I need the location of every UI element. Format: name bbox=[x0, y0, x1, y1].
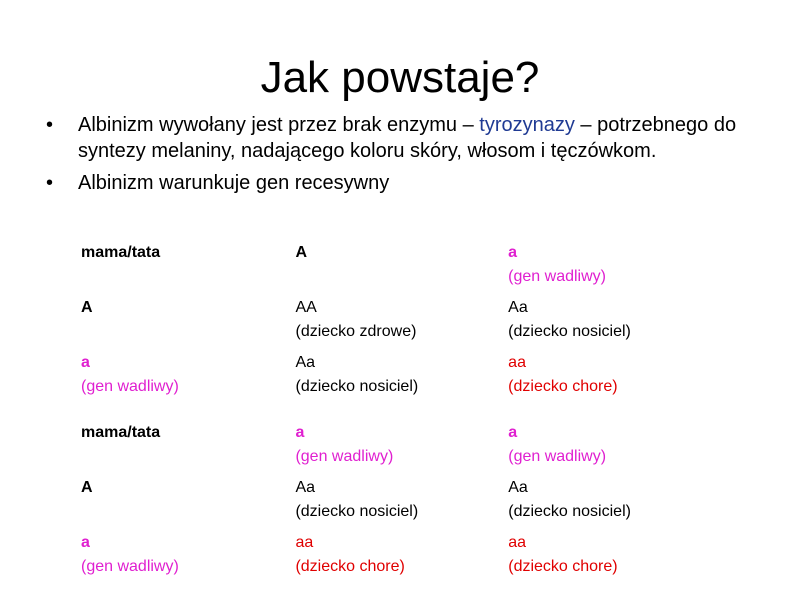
genotype: aa bbox=[508, 534, 527, 551]
table-cell bbox=[74, 296, 289, 351]
genotype-note: (dziecko nosiciel) bbox=[508, 503, 631, 520]
allele-note: (gen wadliwy) bbox=[508, 448, 607, 465]
bullet-icon: • bbox=[46, 172, 54, 194]
genotype: aa bbox=[508, 354, 526, 371]
table-row bbox=[74, 531, 724, 586]
allele-note: (gen wadliwy) bbox=[81, 378, 179, 395]
table-row bbox=[74, 296, 724, 351]
table-cell bbox=[74, 531, 288, 586]
genotype: Aa bbox=[508, 479, 528, 496]
table-row bbox=[74, 351, 724, 406]
allele-label: a bbox=[81, 354, 90, 371]
table-cell bbox=[289, 351, 502, 406]
bullet-item-recessive bbox=[46, 170, 766, 196]
punnett-table-2 bbox=[74, 421, 724, 586]
table-cell bbox=[74, 476, 288, 531]
table-cell bbox=[289, 296, 502, 351]
header-label: mama/tata bbox=[81, 424, 161, 441]
allele-label: A bbox=[295, 244, 308, 261]
genotype: aa bbox=[295, 534, 314, 551]
genotype: Aa bbox=[508, 299, 528, 316]
punnett-table-1 bbox=[74, 241, 724, 406]
genotype: Aa bbox=[295, 479, 316, 496]
allele-note: (gen wadliwy) bbox=[508, 268, 606, 285]
table-cell bbox=[288, 476, 501, 531]
allele-label: a bbox=[508, 424, 518, 441]
genotype-note: (dziecko chore) bbox=[295, 558, 405, 575]
genotype-note: (dziecko nosiciel) bbox=[295, 503, 419, 520]
allele-label: a bbox=[508, 244, 518, 261]
genotype-note: (dziecko chore) bbox=[508, 558, 618, 575]
genotype: AA bbox=[295, 299, 317, 316]
bullet-text: Albinizm warunkuje gen recesywny bbox=[78, 172, 390, 194]
allele-label: a bbox=[295, 424, 305, 441]
genotype-note: (dziecko nosiciel) bbox=[295, 378, 419, 395]
bullet-text-part2: – potrzebnego do syntezy melaniny, nadającego koloru skóry, włosom i tęczówkom. bbox=[78, 114, 737, 162]
table-cell bbox=[501, 476, 724, 531]
genotype-note: (dziecko zdrowe) bbox=[295, 323, 417, 340]
bullet-item-enzyme bbox=[46, 112, 766, 164]
table-cell bbox=[501, 531, 724, 586]
table-cell bbox=[501, 241, 724, 296]
table-row bbox=[74, 241, 724, 296]
table-cell bbox=[501, 421, 724, 476]
bullet-icon: • bbox=[46, 114, 54, 136]
allele-note: (gen wadliwy) bbox=[81, 558, 179, 575]
allele-label: a bbox=[81, 534, 90, 551]
table-cell bbox=[74, 421, 288, 476]
genotype-note: (dziecko chore) bbox=[508, 378, 618, 395]
header-label: mama/tata bbox=[81, 244, 161, 261]
bullet-text-part1: Albinizm wywołany jest przez brak enzymu – bbox=[78, 114, 480, 136]
allele-note: (gen wadliwy) bbox=[295, 448, 394, 465]
slide-title: Jak powstaje? bbox=[260, 53, 540, 102]
table-cell bbox=[288, 531, 501, 586]
genotype-note: (dziecko nosiciel) bbox=[508, 323, 631, 340]
table-cell bbox=[501, 351, 724, 406]
table-cell bbox=[289, 241, 502, 296]
table-row bbox=[74, 421, 724, 476]
allele-label: A bbox=[81, 299, 93, 316]
table-cell bbox=[501, 296, 724, 351]
bullet-list bbox=[46, 112, 766, 202]
table-cell bbox=[74, 241, 289, 296]
table-cell bbox=[74, 351, 289, 406]
table-cell bbox=[288, 421, 501, 476]
allele-label: A bbox=[81, 479, 93, 496]
enzyme-name: tyrozynazy bbox=[479, 114, 575, 136]
table-row bbox=[74, 476, 724, 531]
genotype: Aa bbox=[295, 354, 316, 371]
